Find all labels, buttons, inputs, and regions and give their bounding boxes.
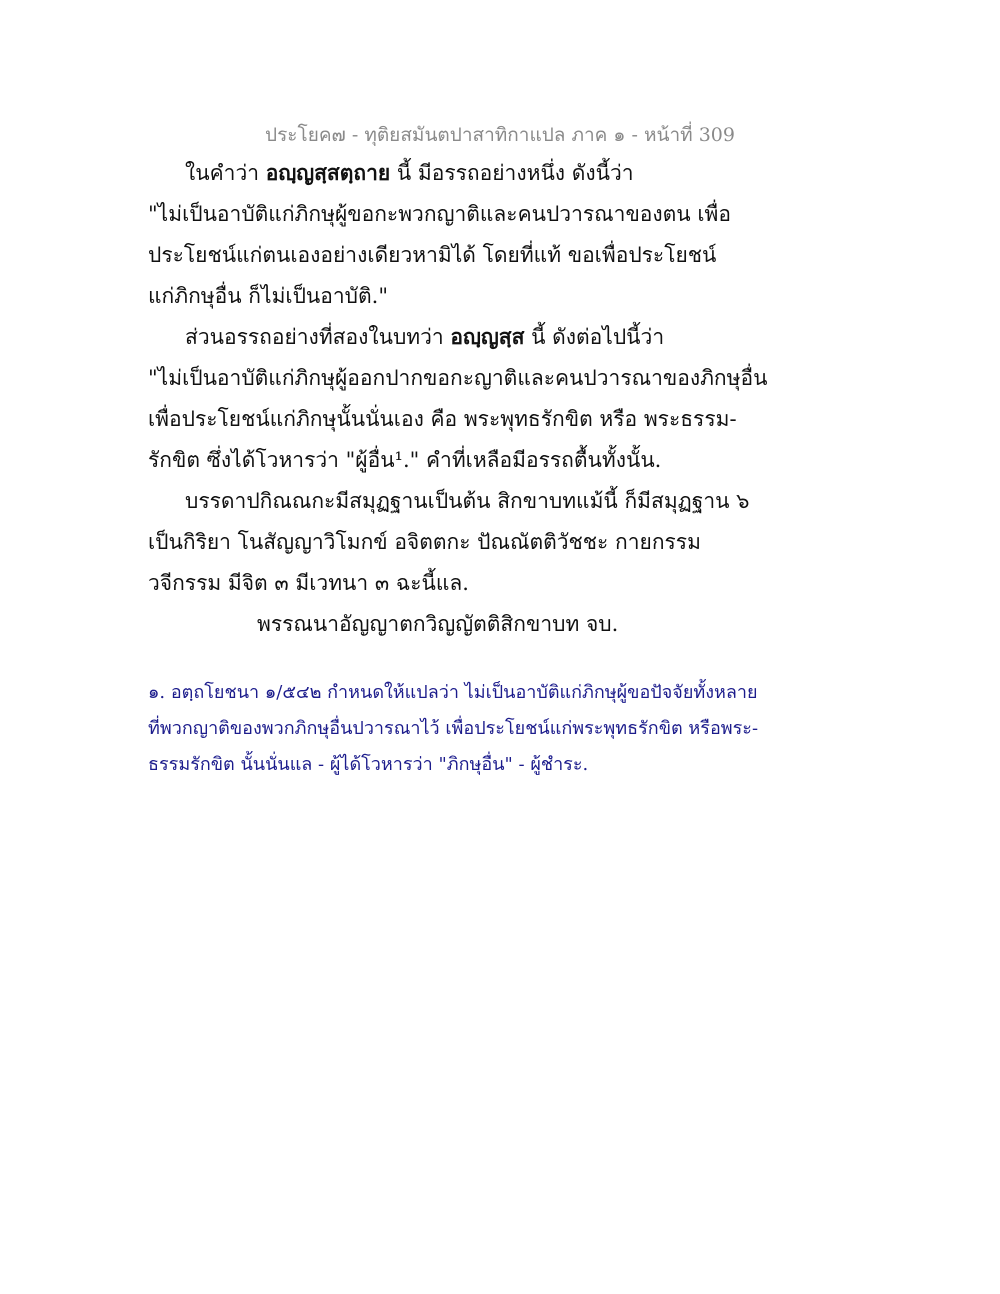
paragraph-2-text: นี้ ดังต่อไปนี้ว่า: [524, 325, 665, 349]
footnote-line-2: ที่พวกญาติของพวกภิกษุอื่นปวารณาไว้ เพื่อประโยชน์แก่พระพุทธรักขิต หรือพระ-: [148, 718, 759, 739]
pali-term: อญฺญสฺสตฺถาย: [265, 160, 391, 185]
paragraph-2-line-2: "ไม่เป็นอาบัติแก่ภิกษุผู้ออกปากขอกะญาติและคนปวารณาของภิกษุอื่น: [148, 366, 768, 390]
paragraph-2-line-3: เพื่อประโยชน์แก่ภิกษุนั้นนั่นเอง คือ พระพุทธรักขิต หรือ พระธรรม-: [148, 407, 737, 431]
paragraph-2-line-1: [185, 322, 664, 352]
paragraph-3-line-1: บรรดาปกิณณกะมีสมุฏฐานเป็นต้น สิกขาบทแม้นี้ ก็มีสมุฏฐาน ๖: [185, 489, 750, 513]
paragraph-2-line-4: รักขิต ซึ่งได้โวหารว่า "ผู้อื่น¹." คำที่เหลือมีอรรถตื้นทั้งนั้น.: [148, 448, 662, 472]
paragraph-3-line-2: เป็นกิริยา โนสัญญาวิโมกข์ อจิตตกะ ปัณณัตติวัชชะ กายกรรม: [148, 530, 701, 554]
paragraph-1-line-4: แก่ภิกษุอื่น ก็ไม่เป็นอาบัติ.": [148, 284, 388, 308]
paragraph-1-line-2: "ไม่เป็นอาบัติแก่ภิกษุผู้ขอกะพวกญาติและคนปวารณาของตน เพื่อ: [148, 202, 731, 226]
paragraph-1-line-3: ประโยชน์แก่ตนเองอย่างเดียวหามิได้ โดยที่แท้ ขอเพื่อประโยชน์: [148, 243, 717, 267]
paragraph-1-text: ในคำว่า: [185, 161, 266, 185]
pali-term: อญฺญสฺส: [450, 324, 525, 349]
paragraph-3-line-3: วจีกรรม มีจิต ๓ มีเวทนา ๓ ฉะนี้แล.: [148, 571, 469, 595]
footnote-line-1: ๑. อตฺถโยชนา ๑/๕๔๒ กำหนดให้แปลว่า ไม่เป็นอาบัติแก่ภิกษุผู้ขอปัจจัยทั้งหลาย: [148, 682, 758, 703]
section-closing: พรรณนาอัญญาตกวิญญัตติสิกขาบท จบ.: [257, 612, 619, 636]
paragraph-1-line-1: [185, 158, 634, 188]
footnote-line-3: ธรรมรักขิต นั้นนั่นแล - ผู้ได้โวหารว่า "ภิกษุอื่น" - ผู้ชำระ.: [148, 754, 589, 775]
paragraph-2-text: ส่วนอรรถอย่างที่สองในบทว่า: [185, 325, 451, 349]
paragraph-1-text: นี้ มีอรรถอย่างหนึ่ง ดังนี้ว่า: [390, 161, 634, 185]
page-header: ประโยค๗ - ทุติยสมันตปาสาทิกาแปล ภาค ๑ - หน้าที่ 309: [265, 124, 735, 146]
